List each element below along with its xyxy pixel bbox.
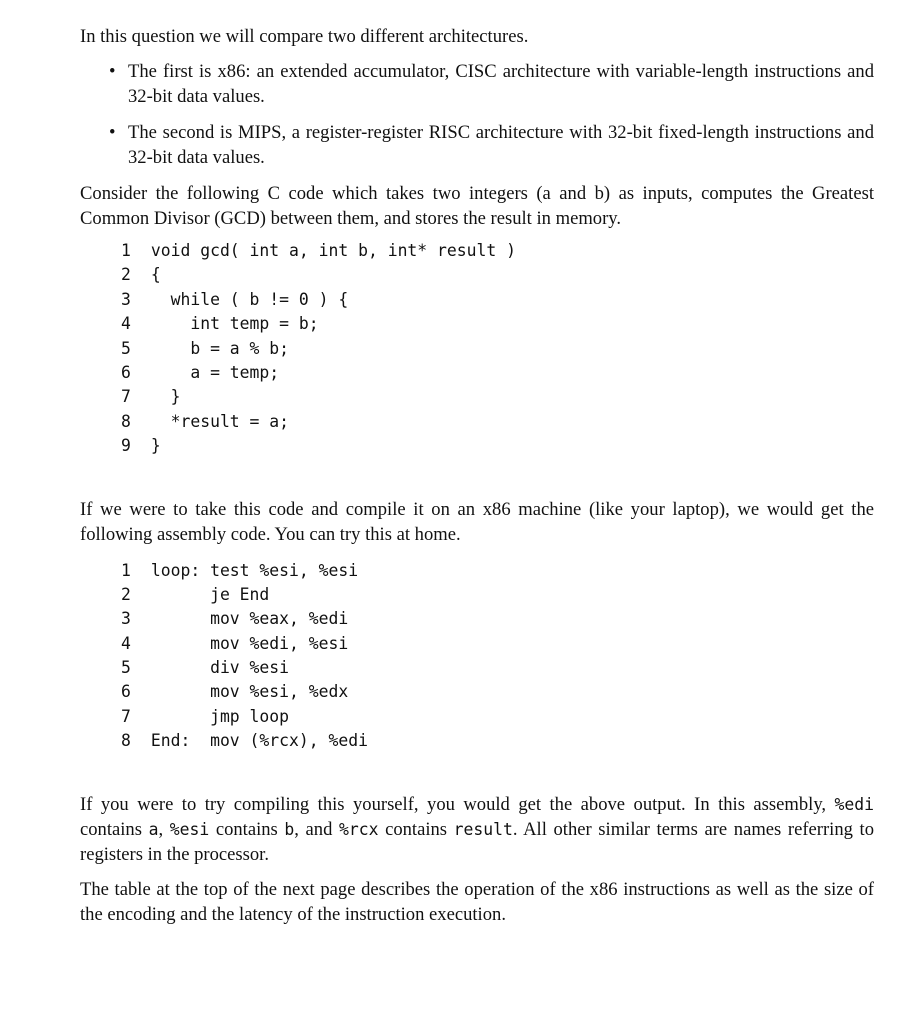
code-text: int temp = b; — [141, 314, 319, 334]
line-number: 2 — [121, 584, 131, 604]
code-text: { — [141, 265, 161, 285]
code-text: } — [141, 436, 161, 456]
line-number: 7 — [121, 706, 131, 726]
variable-b: b — [284, 819, 295, 839]
registers-text: , and — [294, 818, 339, 840]
registers-text: . All other similar terms are names referring to registers in the processor. — [80, 818, 874, 865]
bullet-text-x86: The first is x86: an extended accumulator, CISC architecture with variable-length instructions and 32-bit data values. — [128, 61, 874, 107]
code-line — [121, 410, 874, 434]
variable-a: a — [148, 819, 159, 839]
c-code-listing — [121, 239, 874, 459]
code-line — [121, 434, 874, 458]
code-line — [121, 583, 874, 607]
line-number: 5 — [121, 658, 131, 678]
architecture-list — [80, 59, 874, 170]
register-rcx: %rcx — [338, 819, 379, 839]
register-edi: %edi — [834, 794, 874, 814]
bullet-icon: • — [109, 61, 116, 82]
bullet-item-x86 — [109, 59, 874, 109]
consider-paragraph: Consider the following C code which takes two integers (a and b) as inputs, computes the Greatest Common Divisor (GCD) between them, and stores the result in memory. — [80, 183, 874, 229]
code-text: void gcd( int a, int b, int* result ) — [141, 241, 516, 260]
code-text: loop: test %esi, %esi — [141, 560, 359, 580]
code-text: jmp loop — [141, 706, 290, 726]
line-number: 4 — [121, 633, 131, 653]
code-line — [121, 312, 874, 336]
registers-text: If you were to try compiling this yourself, you would get the above output. In this assembly, — [80, 793, 835, 815]
code-line — [121, 705, 874, 729]
compile-paragraph: If we were to take this code and compile it on an x86 machine (like your laptop), we would get the following assembly code. You can try this at home. — [80, 498, 874, 545]
line-number: 5 — [121, 338, 131, 358]
registers-text: contains — [80, 818, 149, 840]
document-page — [80, 24, 874, 927]
line-number: 1 — [121, 241, 131, 260]
line-number: 1 — [121, 560, 131, 580]
code-line — [121, 361, 874, 385]
code-text: mov %eax, %edi — [141, 609, 349, 629]
line-number: 8 — [121, 411, 131, 431]
line-number: 3 — [121, 289, 131, 309]
code-text: End: mov (%rcx), %edi — [141, 731, 368, 751]
line-number: 3 — [121, 609, 131, 629]
register-esi: %esi — [169, 819, 210, 839]
variable-result: result — [453, 819, 513, 839]
code-text: } — [141, 387, 181, 407]
table-paragraph: The table at the top of the next page describes the operation of the x86 instructions as well as the size of the encoding and the latency of the instruction execution. — [80, 878, 874, 925]
code-line — [121, 263, 874, 287]
code-text: mov %edi, %esi — [141, 633, 349, 653]
line-number: 6 — [121, 362, 131, 382]
line-number: 9 — [121, 436, 131, 456]
registers-text: contains — [378, 818, 454, 840]
code-text: a = temp; — [141, 362, 280, 382]
line-number: 4 — [121, 314, 131, 334]
intro-paragraph: In this question we will compare two different architectures. — [80, 26, 529, 47]
registers-text: contains — [209, 818, 285, 840]
line-number: 2 — [121, 265, 131, 285]
code-text: b = a % b; — [141, 338, 290, 358]
bullet-icon: • — [109, 122, 116, 143]
code-line — [121, 337, 874, 361]
code-line — [121, 607, 874, 631]
code-text: while ( b != 0 ) { — [141, 289, 349, 309]
code-line — [121, 239, 874, 263]
code-text: div %esi — [141, 658, 290, 678]
line-number: 6 — [121, 682, 131, 702]
code-line — [121, 656, 874, 680]
code-text: mov %esi, %edx — [141, 682, 349, 702]
code-line — [121, 559, 874, 583]
code-line — [121, 680, 874, 704]
code-line — [121, 729, 874, 753]
line-number: 7 — [121, 387, 131, 407]
code-text: je End — [141, 584, 270, 604]
code-line — [121, 288, 874, 312]
registers-paragraph — [80, 792, 874, 867]
code-line — [121, 632, 874, 656]
code-text: *result = a; — [141, 411, 290, 431]
line-number: 8 — [121, 731, 131, 751]
code-line — [121, 385, 874, 409]
bullet-item-mips — [109, 120, 874, 170]
bullet-text-mips: The second is MIPS, a register-register RISC architecture with 32-bit fixed-length instructions and 32-bit data values. — [128, 122, 874, 168]
asm-code-listing — [121, 559, 874, 754]
registers-text: , — [158, 818, 170, 840]
